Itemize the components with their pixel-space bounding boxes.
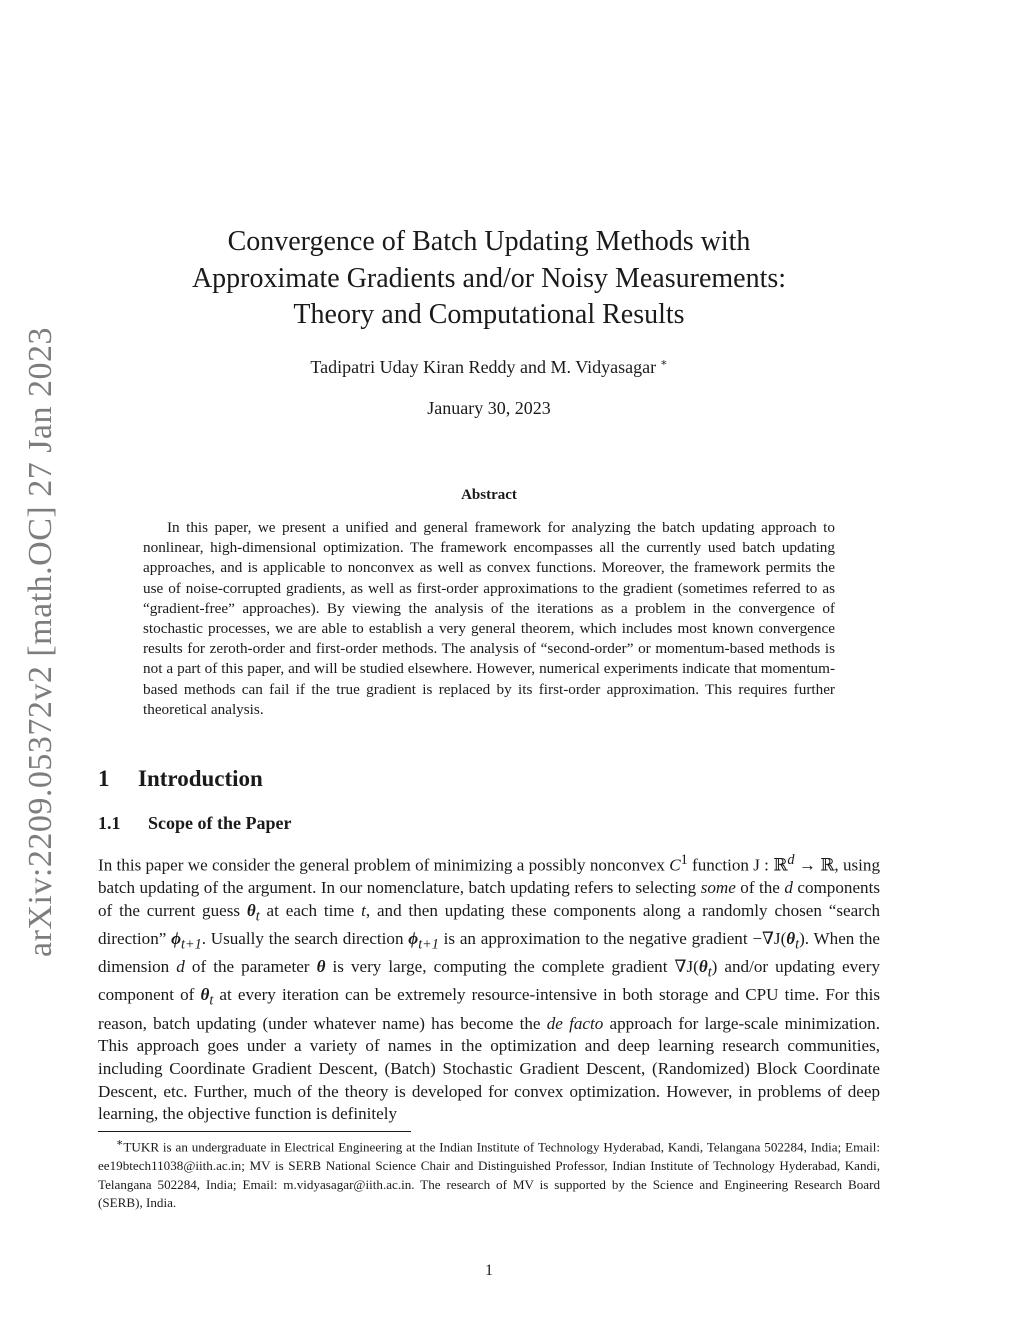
intro-math: d xyxy=(784,878,793,898)
intro-math-bold: θ xyxy=(246,901,256,921)
intro-subscript: t xyxy=(707,964,712,981)
intro-subscript: t+1 xyxy=(418,936,439,953)
footnote-text: TUKR is an undergraduate in Electrical Engineering at the Indian Institute of Technology Hyderabad, Kandi, Telangana 502284, India; Email: ee19btech11038@iith.ac.in; MV is SERB National Science Chair and Distinguished Professor, Indian Institute of Technology Hyderabad, Kandi, Telangana 502284, India; Email: m.vidyasagar@iith.ac.in. The research of MV is supported by the Science and Engineering Research Board (SERB), India. xyxy=(98,1139,880,1211)
footnote-divider xyxy=(98,1131,411,1132)
intro-math-bold: θ xyxy=(786,929,796,949)
intro-text: of the xyxy=(735,878,785,898)
intro-emphasis: some xyxy=(700,878,736,898)
intro-text: is an approximation to the negative gradient −∇J( xyxy=(438,929,787,949)
intro-math-bold: θ xyxy=(200,985,210,1005)
intro-math: d xyxy=(176,957,185,977)
intro-subscript: t xyxy=(795,936,800,953)
subsection-title: Scope of the Paper xyxy=(148,813,292,833)
intro-text: at every iteration can be extremely resource-intensive in both storage and CPU time. For this reason, batch updating (under whatever name) has become the xyxy=(98,985,880,1033)
intro-math-bold: θ xyxy=(698,957,708,977)
intro-math-bold: θ xyxy=(316,957,326,977)
intro-text: approach for large-scale minimization. This approach goes under a variety of names in the optimization and deep learning research communities, including Coordinate Gradient Descent, (Batch) Stochastic Gradient Descent, (Randomized) Block Coordinate Descent, etc. Further, much of the theory is developed for convex optimization. However, in problems of deep learning, the objective function is definitely xyxy=(98,1013,880,1124)
introduction-paragraph xyxy=(98,849,880,1126)
section-title: Introduction xyxy=(138,766,263,791)
section-number: 1 xyxy=(98,766,110,791)
abstract-text: In this paper, we present a unified and general framework for analyzing the batch updating approach to nonlinear, high-dimensional optimization. The framework encompasses all the currently used batch updating approaches, and is applicable to nonconvex as well as convex functions. Moreover, the framework permits the use of noise-corrupted gradients, as well as first-order approximations to the gradient (sometimes referred to as “gradient-free” approaches). By viewing the analysis of the iterations as a problem in the convergence of stochastic processes, we are able to establish a very general theorem, which includes most known convergence results for zeroth-order and first-order methods. The analysis of “second-order” or momentum-based methods is not a part of this paper, and will be studied elsewhere. However, numerical experiments indicate that momentum-based methods can fail if the true gradient is replaced by its first-order approximation. This requires further theoretical analysis. xyxy=(143,519,835,718)
author-list xyxy=(98,356,880,378)
author-names: Tadipatri Uday Kiran Reddy and M. Vidyasagar xyxy=(310,357,657,377)
intro-text: ) and/or updating every component of xyxy=(98,957,880,1005)
intro-subscript: t xyxy=(209,992,214,1009)
footnote xyxy=(98,1134,880,1213)
author-footnote-mark: ∗ xyxy=(660,357,668,369)
arxiv-identifier-stamp: arXiv:2209.05372v2 [math.OC] 27 Jan 2023 xyxy=(22,326,59,958)
title-line-2: Approximate Gradients and/or Noisy Measurements: xyxy=(191,262,787,294)
intro-subscript: t+1 xyxy=(181,936,202,953)
section-heading-introduction xyxy=(98,766,263,792)
subsection-number: 1.1 xyxy=(98,813,121,833)
title-line-1: Convergence of Batch Updating Methods with xyxy=(227,226,751,257)
intro-text: ). When the dimension xyxy=(98,929,880,977)
intro-text: . Usually the search direction xyxy=(201,929,409,949)
intro-math: C xyxy=(669,855,681,875)
intro-text: at each time xyxy=(259,901,362,921)
intro-text: function J : ℝ xyxy=(687,855,788,875)
intro-superscript: d xyxy=(787,852,795,868)
page-number: 1 xyxy=(485,1262,493,1279)
intro-text: → ℝ, using batch updating of the argument. In our nomenclature, batch updating refers to selecting xyxy=(98,855,881,898)
paper-title xyxy=(98,224,880,334)
intro-emphasis: de facto xyxy=(546,1013,604,1033)
footnote-mark: ∗ xyxy=(116,1137,124,1149)
intro-text: of the parameter xyxy=(184,957,317,977)
intro-superscript: 1 xyxy=(680,852,688,868)
intro-text: components of the current guess xyxy=(98,878,880,921)
abstract-heading: Abstract xyxy=(461,487,517,503)
intro-text: , and then updating these components along a randomly chosen “search direction” xyxy=(98,901,880,949)
intro-math: t xyxy=(361,901,366,921)
title-line-3: Theory and Computational Results xyxy=(293,299,685,330)
intro-math-bold: ϕ xyxy=(171,929,182,949)
intro-text: is very large, computing the complete gradient ∇J( xyxy=(325,957,699,977)
intro-subscript: t xyxy=(255,908,260,925)
intro-text: In this paper we consider the general problem of minimizing a possibly nonconvex xyxy=(98,855,670,875)
intro-math-bold: ϕ xyxy=(408,929,419,949)
subsection-heading-scope xyxy=(98,813,291,834)
publication-date: January 30, 2023 xyxy=(427,398,551,418)
